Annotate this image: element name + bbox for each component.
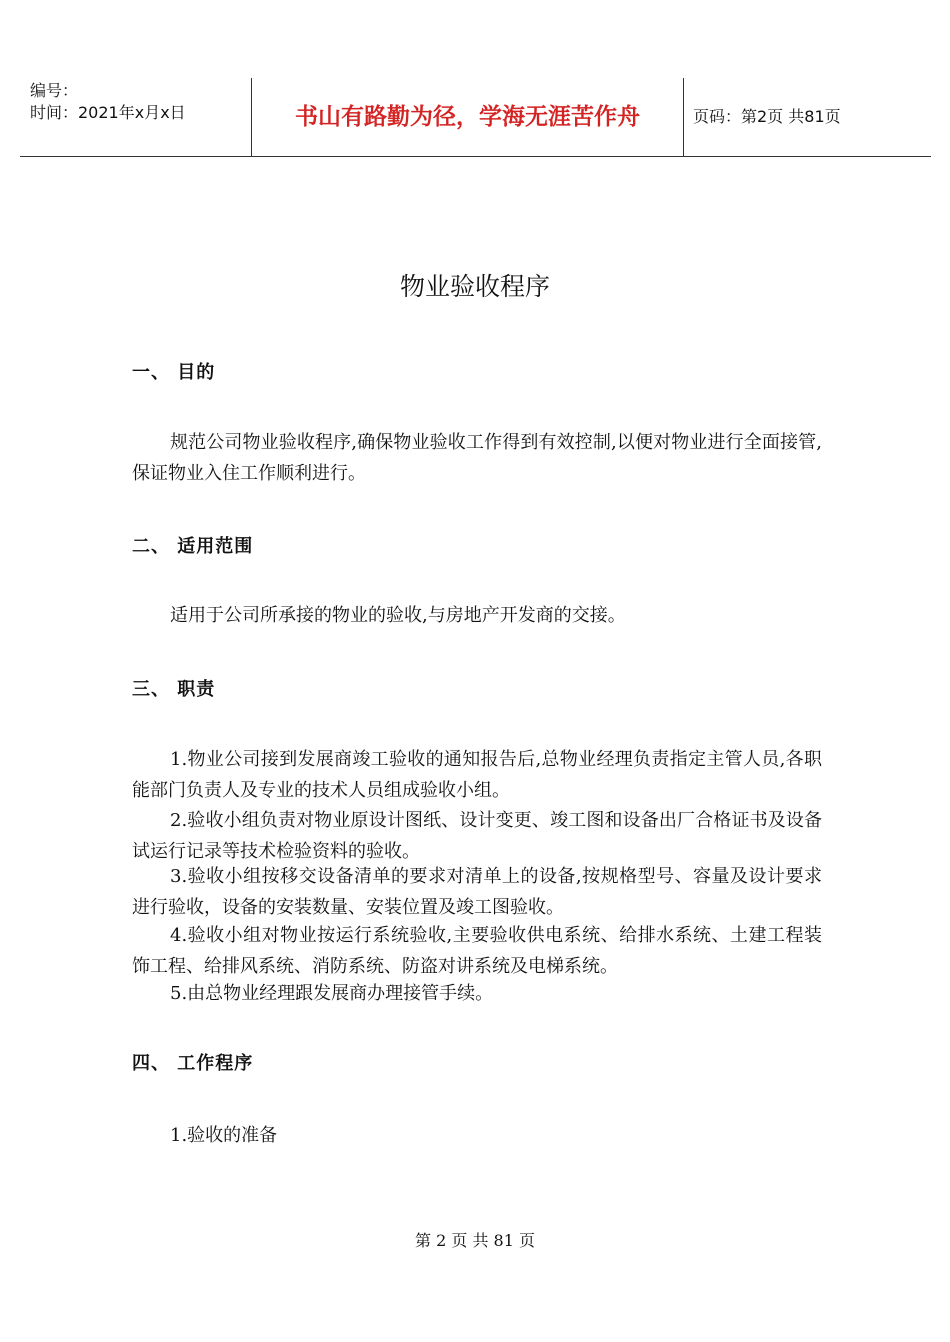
- page-header: [20, 78, 931, 157]
- paragraph-responsibility-3: 3.验收小组按移交设备清单的要求对清单上的设备,按规格型号、容量及设计要求进行验收，设备的安装数量、安装位置及竣工图验收。: [132, 866, 822, 918]
- header-motto: 书山有路勤为径，学海无涯苦作舟: [295, 104, 640, 130]
- header-motto-cell: [251, 78, 684, 156]
- document-number-label: 编号：: [30, 81, 79, 100]
- paragraph-responsibility-5: 5.由总物业经理跟发展商办理接管手续。: [170, 983, 494, 1004]
- paragraph-responsibility-4: 4.验收小组对物业按运行系统验收,主要验收供电系统、给排水系统、土建工程装饰工程、给排风系统、消防系统、防盗对讲系统及电梯系统。: [132, 925, 822, 977]
- header-page-cell: [683, 78, 931, 156]
- document-title: 物业验收程序: [399, 272, 550, 301]
- document-date: 时间：2021年x月x日: [30, 103, 186, 122]
- section-heading-work-procedure: 四、 工作程序: [132, 1053, 254, 1074]
- section-heading-responsibilities: 三、 职责: [132, 679, 216, 700]
- header-meta-cell: [20, 78, 251, 156]
- section-heading-scope: 二、 适用范围: [132, 536, 254, 557]
- paragraph-scope: 适用于公司所承接的物业的验收,与房地产开发商的交接。: [170, 605, 626, 626]
- page-footer: 第 2 页 共 81 页: [415, 1231, 535, 1250]
- paragraph-responsibility-2: 2.验收小组负责对物业原设计图纸、设计变更、竣工图和设备出厂合格证书及设备试运行记录等技术检验资料的验收。: [132, 810, 822, 862]
- paragraph-responsibility-1: 1.物业公司接到发展商竣工验收的通知报告后,总物业经理负责指定主管人员,各职能部门负责人及专业的技术人员组成验收小组。: [132, 749, 822, 801]
- paragraph-purpose: 规范公司物业验收程序,确保物业验收工作得到有效控制,以便对物业进行全面接管,保证物业入住工作顺利进行。: [132, 432, 822, 484]
- section-heading-purpose: 一、 目的: [132, 362, 216, 383]
- paragraph-procedure-1: 1.验收的准备: [170, 1125, 278, 1146]
- header-page-code: 页码：第2页 共81页: [693, 107, 841, 126]
